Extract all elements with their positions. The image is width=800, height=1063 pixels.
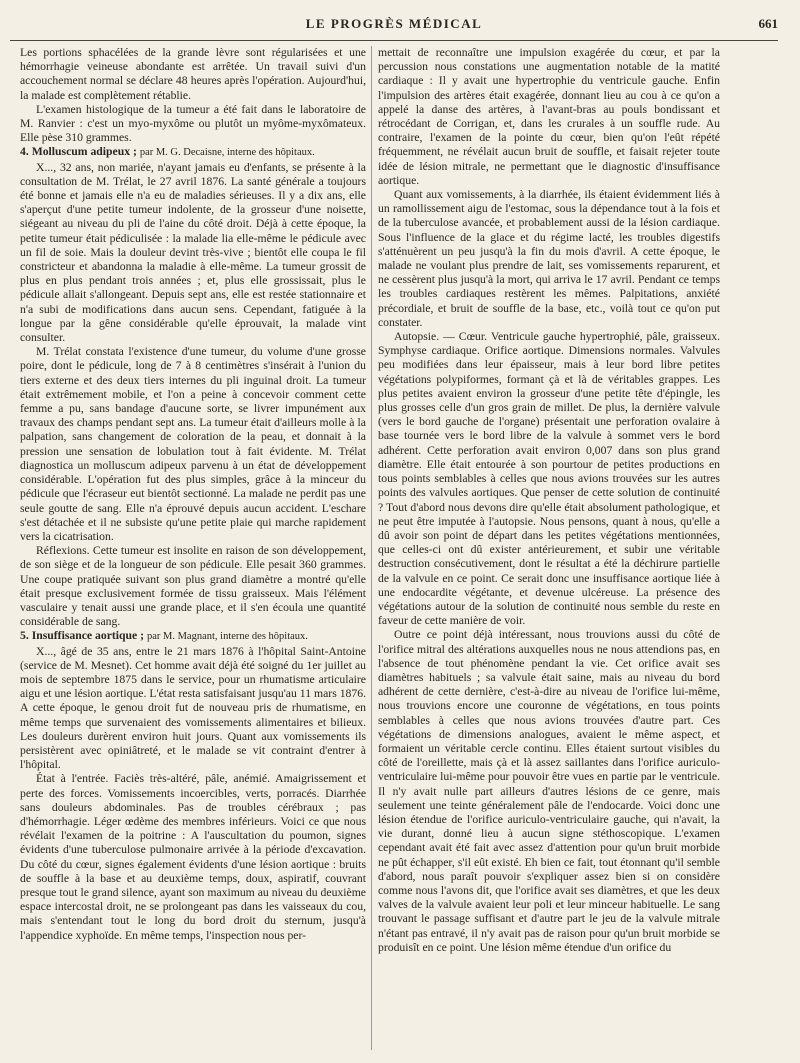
section-5-entry-paragraph: État à l'entrée. Faciès très-altéré, pâle, anémié. Amaigrissement et perte des forces. Vomissements incoercibles, verts, porracés. Diarrhée sans douleurs abdominales. Pas de troubles cérébraux ; pas d'hémorrhagie. Léger œdème des membres inférieurs. Voici ce que nous révélait l'examen de la poitrine : A l'auscultation du poumon, signes évidents d'une tuberculose pulmonaire arrivée à la période d'excavation. Du côté du cœur, signes également évidents d'une lésion aortique : bruits de souffle à la base et au deuxième temps, doux, aspiratif, couvrant presque tout le grand silence, ayant son maximum au niveau du deuxième espace intercostal droit, ne se prolongeant pas dans les vaisseaux du cou, mais s'entendant tout le long du bord droit du sternum, jusqu'à l'appendice xyphoïde. En même temps, l'inspection nous per- — [20, 772, 366, 942]
vomiting-paragraph: Quant aux vomissements, à la diarrhée, ils étaient évidemment liés à un ramollissement aigu de l'estomac, sous la dépendance tout à la fois et de la tuberculose avancée, et probablement aussi de la lésion cardiaque. Sous l'influence de la glace et du régime lacté, les troubles digestifs s'atténuèrent un peu jusqu'à la fin du mois d'avril. A cette époque, le malade ne voulant plus prendre de lait, ses vomissements reparurent, et ne cessèrent plus jusqu'à la mort, qui arriva le 17 avril. Pendant ce temps les troubles cardiaques restèrent les mêmes. Palpitations, anxiété précordiale, et bruit de souffle de la base, etc., voilà tout ce qu'on put constater. — [378, 188, 720, 329]
section-4-exam-paragraph: M. Trélat constata l'existence d'une tumeur, du volume d'une grosse poire, dont le pédicule, long de 7 à 8 centimètres s'insérait à l'union du tiers externe et des deux tiers internes du pli inguinal droit. La tumeur était extrêmement mobile, et l'on a peine à concevoir comment cette femme a pu, sans bandage d'aucune sorte, se livrer impunément aux travaux des champs pendant sept ans. La tumeur était d'ailleurs molle à la palpation, sans changement de coloration de la peau, et donnait à la pression une sensation de lobulation tout à fait évidente. M. Trélat diagnostica un molluscum adipeux parvenu à un état de développement considérable. L'opération fut des plus simples, grâce à la minceur du pédicule que l'écraseur eut bientôt sectionné. La malade ne perdit pas une seule goutte de sang. Elle n'a éprouvé depuis aucun accident. L'eschare s'est détachée et il ne subsiste qu'une petite plaie qui marche rapidement vers la cicatrisation. — [20, 345, 366, 543]
section-4-title: 4. Molluscum adipeux ; — [20, 145, 137, 159]
page-header — [10, 14, 778, 41]
section-5-author: par M. Magnant, interne des hôpitaux. — [146, 631, 308, 643]
section-4-reflexions-paragraph: Réflexions. Cette tumeur est insolite en raison de son développement, de son siège et de la longueur de son pédicule. Elle pesait 360 grammes. Une coupe pratiquée suivant son plus grand diamètre a montré qu'elle était presque exclusivement formée de tissu graisseux. Mais l'élément vasculaire y tenait aussi une grande place, et il s'en écoula une quantité considérable de sang. — [20, 544, 366, 629]
section-5-title: 5. Insuffisance aortique ; — [20, 629, 145, 643]
section-5-heading — [20, 629, 366, 644]
page-number: 661 — [758, 16, 778, 31]
continuation-paragraph: mettait de reconnaître une impulsion exagérée du cœur, et par la percussion nous constations une augmentation notable de la matité cardiaque : Il y avait une hypertrophie du ventricule gauche. Enfin l'impulsion des artères était exagérée, donnant lieu au cou à ce qu'on a appelé la danse des artères, à l'avant-bras au pouls bondissant et rétrocédant de Corrigan, et, dans les crurales à un souffle rude. Au contraire, l'examen de la pointe du cœur, bien qu'on l'eût répété fréquemment, ne révélait aucun bruit de souffle, et faisait rejeter toute idée de lésion mitrale, ne permettant que le diagnostic d'insuffisance aortique. — [378, 46, 720, 187]
left-column — [20, 46, 366, 1050]
section-5-case-paragraph: X..., âgé de 35 ans, entre le 21 mars 1876 à l'hôpital Saint-Antoine (service de M. Mesnet). Cet homme avait déjà été soigné du 1er juillet au mois de septembre 1875 dans le service, pour un rhumatisme articulaire aigu et une lésion aortique. L'état resta satisfaisant jusqu'au 11 mars 1876. A cette époque, le genou droit fut de nouveau pris de rhumatisme, en même temps que survenaient des vomissements alimentaires et bilieux. Les douleurs durèrent environ huit jours. Quant aux vomissements ils persistèrent avec opiniâtreté, et le malade se vit contraint d'entrer à l'hôpital. — [20, 644, 366, 772]
mitral-paragraph: Outre ce point déjà intéressant, nous trouvions aussi du côté de l'orifice mitral des altérations auxquelles nous ne nous attendions pas, en l'absence de tout phénomène pendant la vie. Cet orifice avait ses diamètres habituels ; sa valvule était saine, mais au niveau du bord adhérent de cette dernière, c'est-à-dire au niveau de l'orifice lui-même, nous trouvions encore une couronne de végétations, en tous points semblables à celles que nous avions trouvées d'autre part. Ces végétations de dimensions analogues, avaient le même aspect, et formaient un véritable cercle continu. Elles étaient surtout visibles du côté de l'oreillette, mais çà et là assez saillantes dans l'orifice auriculo-ventriculaire lui-même pour pouvoir être vues en partie par le ventricule. Il n'y avait nulle part ailleurs d'autres lésions de ce genre, mais seulement une teinte généralement pâle de l'endocarde. Voici donc une lésion étendue de l'orifice auriculo-ventriculaire gauche, qui n'avait, la vie durant, donné lieu à aucun signe stéthoscopique. L'examen cependant avait été fait avec assez d'attention pour qu'un bruit morbide ne pût échapper, s'il eût existé. Eh bien ce fait, tout étonnant qu'il semble d'abord, nous paraît pouvoir s'expliquer assez bien si on considère comme nous l'avons dit, que l'orifice avait ses diamètres, et que les deux valves de la valvule avaient leur poli et leur minceur habituelle. Le sang trouvant le passage suffisant et d'autre part le jeu de la valvule mitrale n'étant pas entravé, il n'y avait pas de raison pour qu'un bruit morbide se produisît en ce point. Une lésion même étendue d'un orifice du — [378, 628, 720, 954]
right-column — [378, 46, 720, 1050]
column-divider — [371, 46, 372, 1050]
journal-title: LE PROGRÈS MÉDICAL — [305, 16, 483, 31]
section-4-heading — [20, 145, 366, 160]
histology-paragraph: L'examen histologique de la tumeur a été fait dans le laboratoire de M. Ranvier : c'est un myo-myxôme ou plutôt un myôme-myxômateux. Elle pèse 310 grammes. — [20, 102, 366, 145]
autopsy-paragraph: Autopsie. — Cœur. Ventricule gauche hypertrophié, pâle, graisseux. Symphyse cardiaque. Orifice aortique. Dimensions normales. Valvules peu modifiées dans leur épaisseur, mais à leur bord libre petites végétations polypiformes, formant çà et là de véritables grappes. Les plus petites avaient environ la grosseur d'une petite tête d'épingle, les plus grosses celle d'un gros grain de millet. De plus, la dernière valvule (vers le bord gauche de l'organe) présentait une perforation ovalaire à base tournée vers le bord libre de la valvule à sommet vers le bord adhérent. Cette perforation avait environ 0,007 dans son plus grand diamètre. Elle était entourée à son pourtour de petites productions en tous points semblables à celles que nous avions trouvées sur les autres points des valvules aortiques. Que penser de cette solution de continuité ? Tout d'abord nous devons dire qu'elle était absolument pathologique, et ne peut être imputée à l'autopsie. Nous pensons, quant à nous, qu'elle a dû avoir son point de départ dans les petites végétations mentionnées, que celles-ci ont dû exister antérieurement, et subir une véritable destruction consécutivement, dont le résultat a été la déchirure partielle de la valvule en ce point. Ce serait donc une insuffisance aortique liée à une endocardite végétante, et devenue ulcéreuse. La présence des végétations autour de la solution de continuité nous semble du reste en faveur de cette manière de voir. — [378, 330, 720, 628]
section-4-author: par M. G. Decaisne, interne des hôpitaux. — [139, 147, 315, 159]
section-4-case-paragraph: X..., 32 ans, non mariée, n'ayant jamais eu d'enfants, se présente à la consultation de M. Trélat, le 27 avril 1876. La santé générale a toujours été bonne et jamais elle n'a eu de maladies sérieuses. Il y a dix ans, elle s'aperçut d'une petite tumeur indolente, de la grosseur d'une noisette, siégeant au niveau du pli de l'aine du côté droit. Déjà à cette époque, la petite tumeur était pédiculisée : la malade lia elle-même le pédicule avec un fil de soie. Mais la douleur devint très-vive ; bientôt elle coupa le fil constricteur et abandonna la maladie à elle-même. La tumeur grossit de plus en plus pendant trois années ; et, plus elle grossissait, plus le pédicule allait s'allongeant. Depuis sept ans, elle est restée stationnaire et n'a subi de modifications dans aucun sens. Cependant, fatiguée à la longue par la gêne considérable qu'elle éprouvait, la malade vint consulter. — [20, 160, 366, 345]
intro-paragraph: Les portions sphacélées de la grande lèvre sont régularisées et une hémorrhagie veineuse abondante est arrêtée. Un travail suivi d'un accouchement normal se déclare 48 heures après l'opération. Aujourd'hui, la malade est complètement rétablie. — [20, 46, 366, 102]
